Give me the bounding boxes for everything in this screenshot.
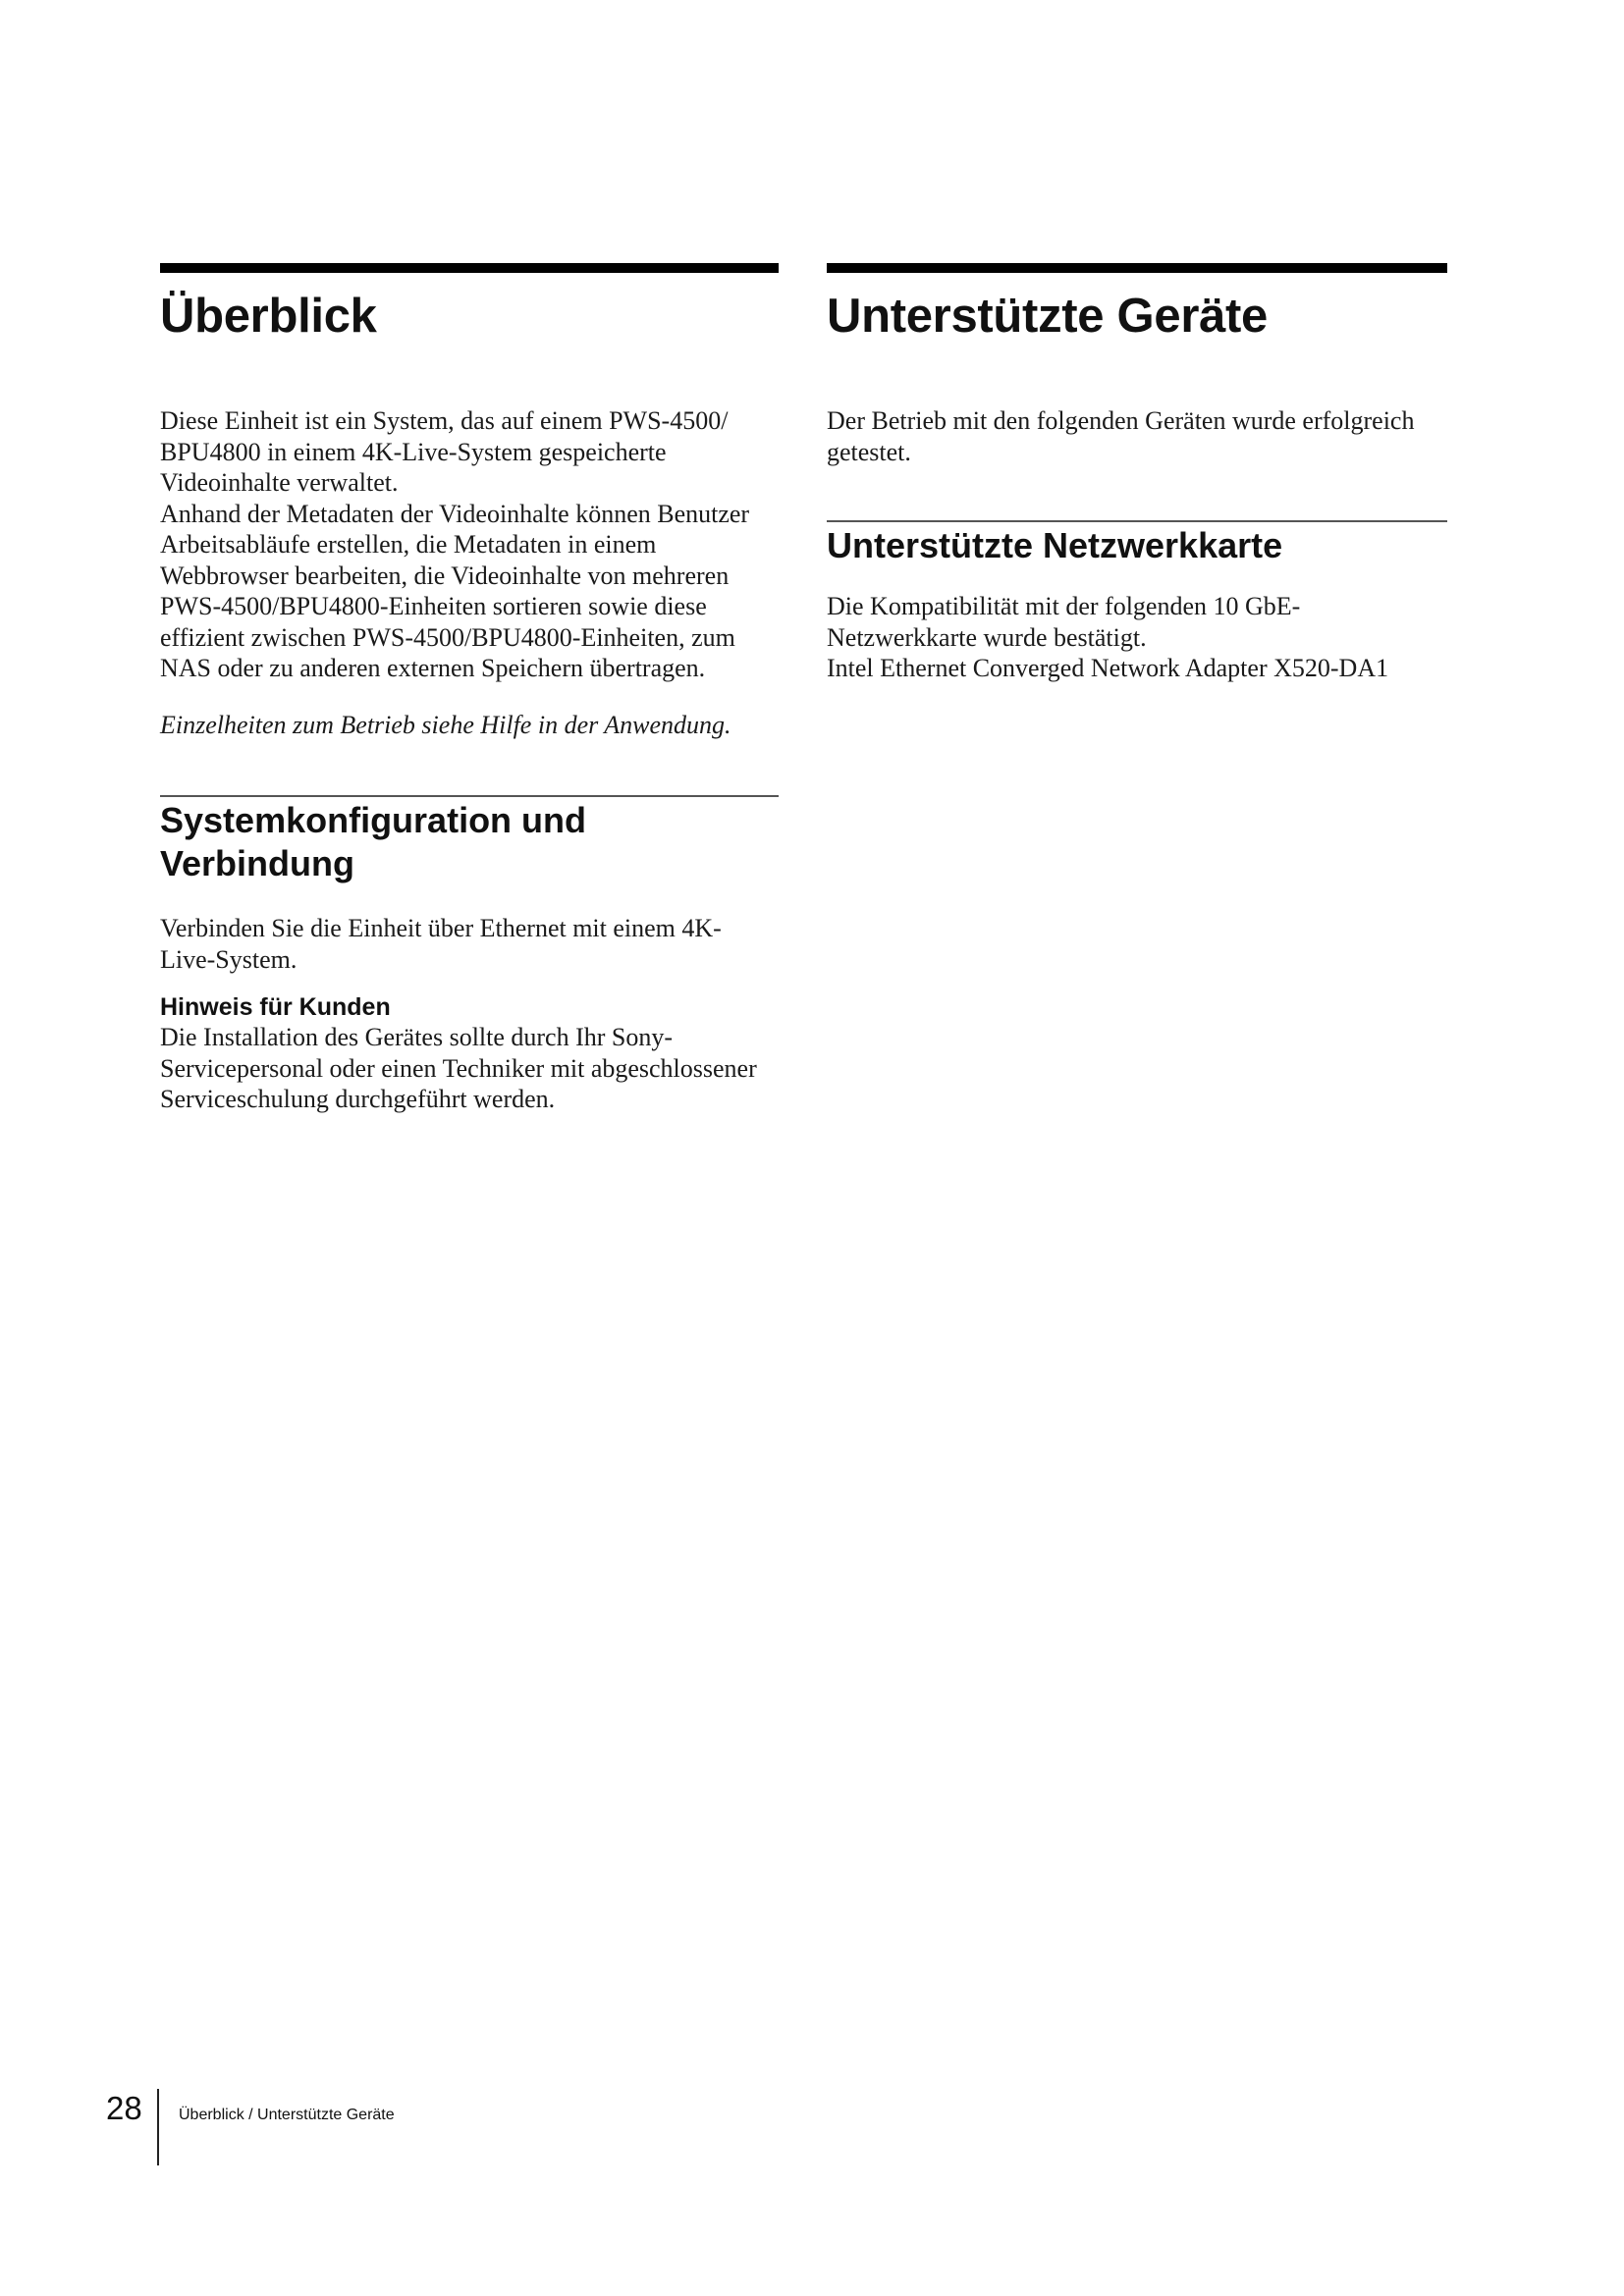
footer-divider bbox=[157, 2089, 159, 2165]
system-config-section bbox=[160, 795, 779, 1115]
supported-devices-heading: Unterstützte Geräte bbox=[827, 290, 1269, 343]
right-column bbox=[827, 263, 1447, 684]
network-card-section bbox=[827, 520, 1447, 684]
overview-heading: Überblick bbox=[160, 290, 377, 343]
supported-devices-body: Der Betrieb mit den folgenden Geräten wurde erfolgreich getestet. bbox=[827, 406, 1415, 466]
footer-section-label: Überblick / Unterstützte Geräte bbox=[179, 2107, 395, 2123]
section-rule bbox=[827, 520, 1447, 522]
customer-notice-heading: Hinweis für Kunden bbox=[160, 993, 391, 1021]
customer-notice-body: Die Installation des Gerätes sollte durch Ihr Sony- Servicepersonal oder einen Techniker mit abgeschlossener Serviceschulung durchgeführt werden. bbox=[160, 1023, 757, 1113]
overview-section bbox=[160, 263, 779, 740]
left-column bbox=[160, 263, 779, 1115]
system-config-body: Verbinden Sie die Einheit über Ethernet mit einem 4K- Live-System. bbox=[160, 914, 722, 974]
heading-bar bbox=[160, 263, 779, 273]
system-config-heading: Systemkonfiguration und Verbindung bbox=[160, 800, 587, 883]
page-number: 28 bbox=[106, 2090, 142, 2126]
overview-help-note: Einzelheiten zum Betrieb siehe Hilfe in der Anwendung. bbox=[160, 710, 731, 739]
network-card-heading: Unterstützte Netzwerkkarte bbox=[827, 525, 1283, 565]
supported-devices-section bbox=[827, 263, 1447, 467]
section-rule bbox=[160, 795, 779, 797]
network-card-body: Die Kompatibilität mit der folgenden 10 GbE- Netzwerkkarte wurde bestätigt. Intel Ethernet Converged Network Adapter X520-DA1 bbox=[827, 592, 1389, 682]
overview-body: Diese Einheit ist ein System, das auf einem PWS-4500/ BPU4800 in einem 4K-Live-System gespeicherte Videoinhalte verwaltet. Anhand der Metadaten der Videoinhalte können Benutzer Arbeitsabläufe erstellen, die Metadaten in einem Webbrowser bearbeiten, die Videoinhalte von mehreren PWS-4500/BPU4800-Einheiten sortieren sowie diese effizient zwischen PWS-4500/BPU4800-Einheiten, zum NAS oder zu anderen externen Speichern übertragen. bbox=[160, 406, 750, 682]
heading-bar bbox=[827, 263, 1447, 273]
